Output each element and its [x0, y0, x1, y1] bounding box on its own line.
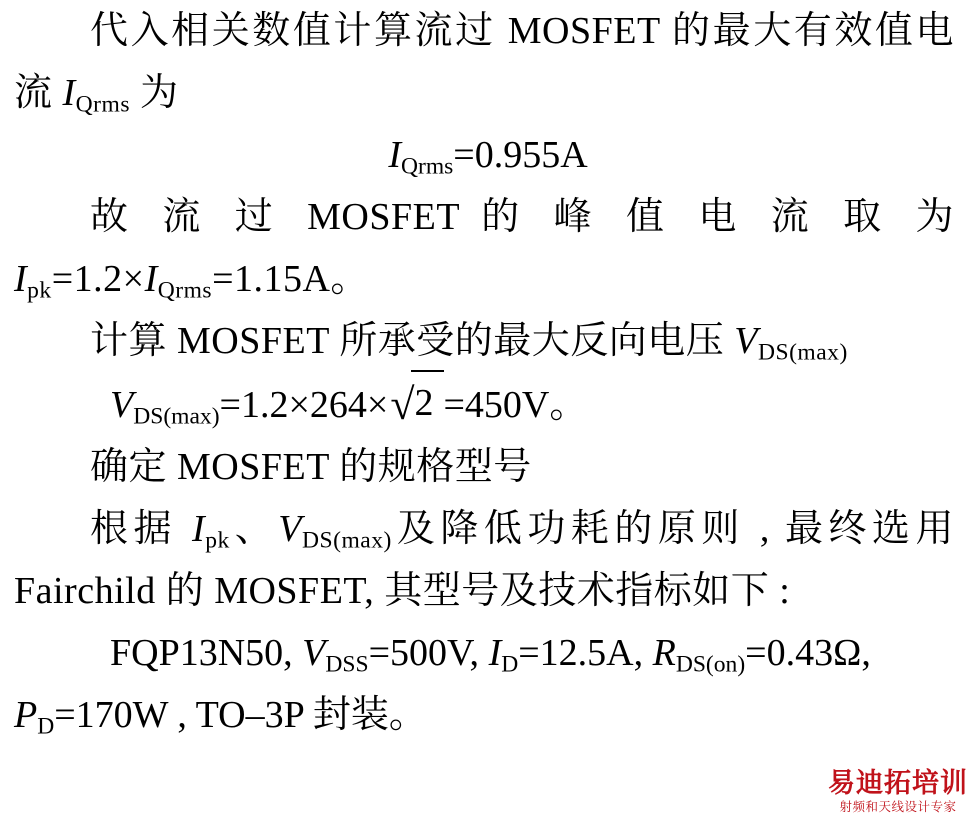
- paragraph-basis: [0, 498, 976, 622]
- symbol-rdson: $R_{DS(on)}$: [652, 632, 746, 678]
- symbol-iqrms: $I_{Qrms}$: [388, 134, 454, 180]
- symbol-id: $I_D$: [488, 632, 519, 678]
- paragraph-vds: [0, 310, 976, 372]
- value-rdson: =0.43Ω,: [745, 632, 871, 674]
- paragraph-basis-a: 根据: [90, 508, 193, 550]
- equation-vdsmax-value: [0, 372, 976, 436]
- equation-iqrms-rest: =0.955A: [453, 134, 588, 176]
- paragraph-ipk-line1-a: 故 流 过 MOSFET 的 峰 值 电 流 取 为: [90, 196, 954, 238]
- paragraph-vds-text: 计算 MOSFET 所承受的最大反向电压: [90, 320, 735, 362]
- symbol-iqrms: $I_{Qrms}$: [144, 258, 213, 304]
- paragraph-intro: [0, 0, 976, 124]
- equation-vdsmax-mid: =1.2×264×: [219, 384, 389, 426]
- watermark-title: 易迪拓培训: [828, 767, 968, 799]
- paragraph-intro-line2-b: 为: [130, 72, 179, 114]
- paragraph-select-model-text: 确定 MOSFET 的规格型号: [90, 446, 532, 488]
- symbol-ipk: $I_{pk}$: [14, 258, 52, 304]
- watermark-logo: [828, 767, 968, 814]
- equation-vdsmax-tail: =450V。: [443, 384, 588, 426]
- value-vdss: =500V,: [368, 632, 489, 674]
- value-id: =12.5A,: [518, 632, 653, 674]
- paragraph-basis-line2: Fairchild 的 MOSFET, 其型号及技术指标如下 :: [14, 570, 791, 612]
- symbol-pd: $P_D$: [14, 694, 55, 740]
- symbol-vdss: $V_{DSS}$: [302, 632, 369, 678]
- paragraph-basis-sep: 、: [229, 508, 279, 550]
- symbol-vdsmax: $V_{DS(max)}$: [110, 384, 220, 430]
- equation-iqrms-value: [0, 124, 976, 186]
- equation-device-specs: [0, 622, 976, 684]
- radicand: 2: [411, 370, 444, 434]
- symbol-vdsmax: $V_{DS(max)}$: [734, 320, 848, 366]
- device-model: FQP13N50,: [110, 632, 303, 674]
- paragraph-basis-b: 及降低功耗的原则 , 最终选用: [391, 508, 954, 550]
- paragraph-select-model: [0, 436, 976, 498]
- square-root: [388, 372, 443, 436]
- paragraph-ipk: [0, 186, 976, 310]
- radical-sign: √: [390, 380, 415, 429]
- paragraph-intro-line2-a: 值电流: [14, 10, 954, 114]
- symbol-ipk: $I_{pk}$: [192, 508, 230, 554]
- paragraph-ipk-line2-rest: =1.15A。: [212, 258, 369, 300]
- watermark-subtitle: 射频和天线设计专家: [839, 798, 957, 814]
- value-pd-package: =170W , TO–3P 封装。: [54, 694, 427, 736]
- paragraph-ipk-line1-b: =1.2×: [51, 258, 145, 300]
- equation-device-specs-2: [0, 684, 976, 746]
- paragraph-intro-line1: 代入相关数值计算流过 MOSFET 的最大有效: [90, 10, 875, 52]
- symbol-vdsmax: $V_{DS(max)}$: [278, 508, 392, 554]
- symbol-iqrms: $I_{Qrms}$: [62, 72, 130, 118]
